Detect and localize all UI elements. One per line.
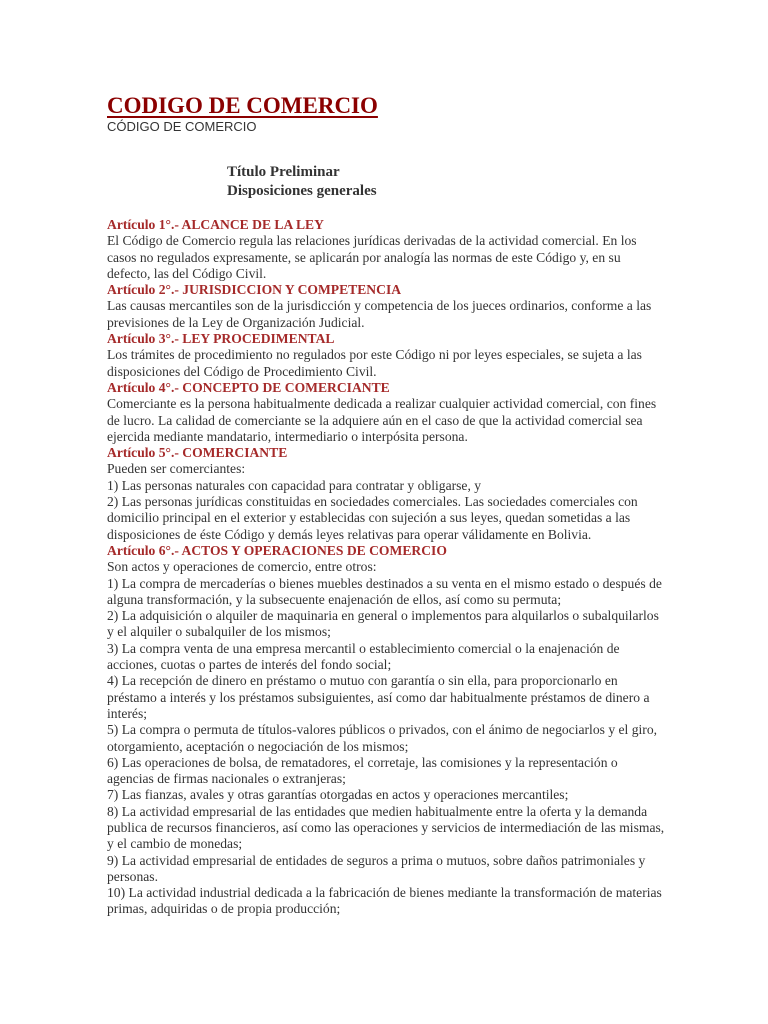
article-6-item-2: 2) La adquisición o alquiler de maquinaria en general o implementos para alquilarlos o subalquilarlos y el alquiler o subalquiler de los mismos; xyxy=(107,608,659,640)
article-6-heading: Artículo 6°.- ACTOS Y OPERACIONES DE COMERCIO xyxy=(107,542,447,558)
article-3-paragraph: Los trámites de procedimiento no regulados por este Código ni por leyes especiales, se sujeta a las disposiciones del Código de Procedimiento Civil. xyxy=(107,347,642,379)
article-6-item-9: 9) La actividad empresarial de entidades de seguros a prima o mutuos, sobre daños patrimoniales y personas. xyxy=(107,852,646,884)
article-6-item-10: 10) La actividad industrial dedicada a la fabricación de bienes mediante la transformación de materias primas, adquiridas o de propia producción; xyxy=(107,885,662,917)
disposiciones-generales-heading: Disposiciones generales xyxy=(227,183,377,199)
article-6-item-4: 4) La recepción de dinero en préstamo o mutuo con garantía o sin ella, para proporcionarlo en préstamo a interés y los préstamos subsiguientes, así como dar habitualmente préstamos de dinero a interés; xyxy=(107,673,650,721)
article-4-heading: Artículo 4°.- CONCEPTO DE COMERCIANTE xyxy=(107,379,390,395)
article-2-heading: Artículo 2°.- JURISDICCION Y COMPETENCIA xyxy=(107,282,402,298)
article-5-item-2: 2) Las personas jurídicas constituidas en sociedades comerciales. Las sociedades comerciales con domicilio principal en el exterior y establecidas con sujeción a sus leyes, quedan sometidas a las disposiciones de éste Código y demás leyes relativas para operar válidamente en Bolivia. xyxy=(107,494,638,542)
article-5-heading: Artículo 5°.- COMERCIANTE xyxy=(107,445,288,461)
article-5-intro: Pueden ser comerciantes: xyxy=(107,461,246,477)
article-6-item-7: 7) Las fianzas, avales y otras garantías otorgadas en actos y operaciones mercantiles; xyxy=(107,787,569,803)
article-5-item-1: 1) Las personas naturales con capacidad para contratar y obligarse, y xyxy=(107,477,482,493)
article-1-heading: Artículo 1°.- ALCANCE DE LA LEY xyxy=(107,217,324,232)
article-6-item-5: 5) La compra o permuta de títulos-valores públicos o privados, con el ánimo de negociarlos y el giro, otorgamiento, aceptación o negociación de los mismos; xyxy=(107,722,658,754)
document-subtitle: CÓDIGO DE COMERCIO xyxy=(107,119,257,134)
article-6-item-6: 6) Las operaciones de bolsa, de rematadores, el corretaje, las comisiones y la representación o agencias de firmas nacionales o extranjeras; xyxy=(107,754,618,787)
article-6-item-8: 8) La actividad empresarial de las entidades que medien habitualmente entre la oferta y la demanda publica de recursos financieros, así como las operaciones y servicios de intermediación de las mismas, y el cambio de monedas; xyxy=(107,803,665,852)
title-preliminar-block xyxy=(227,163,377,201)
document-title: CODIGO DE COMERCIO xyxy=(107,93,378,118)
titulo-preliminar-heading: Título Preliminar xyxy=(227,164,340,180)
article-6-item-1: 1) La compra de mercaderías o bienes muebles destinados a su venta en el mismo estado o después de alguna transformación, y la subsecuente enajenación de ellos, así como su permuta; xyxy=(107,575,662,607)
article-6-intro: Son actos y operaciones de comercio, entre otros: xyxy=(107,559,377,575)
articles-body xyxy=(107,217,667,918)
article-6-item-3: 3) La compra venta de una empresa mercantil o establecimiento comercial o la enajenación de acciones, cuotas o partes de interés del fondo social; xyxy=(107,640,620,673)
article-2-paragraph: Las causas mercantiles son de la jurisdicción y competencia de los jueces ordinarios, conforme a las previsiones de la Ley de Organización Judicial. xyxy=(107,298,652,330)
article-4-paragraph: Comerciante es la persona habitualmente dedicada a realizar cualquier actividad comercial, con fines de lucro. La calidad de comerciante se la adquiere aún en el caso de que la actividad comercial sea ejercida mediante mandatario, intermediario o interpósita persona. xyxy=(107,396,657,444)
article-1-paragraph: El Código de Comercio regula las relaciones jurídicas derivadas de la actividad comercial. En los casos no regulados expresamente, se aplicarán por analogía las normas de este Código y, en su defecto, las del Código Civil. xyxy=(107,233,637,281)
article-3-heading: Artículo 3°.- LEY PROCEDIMENTAL xyxy=(107,331,335,347)
